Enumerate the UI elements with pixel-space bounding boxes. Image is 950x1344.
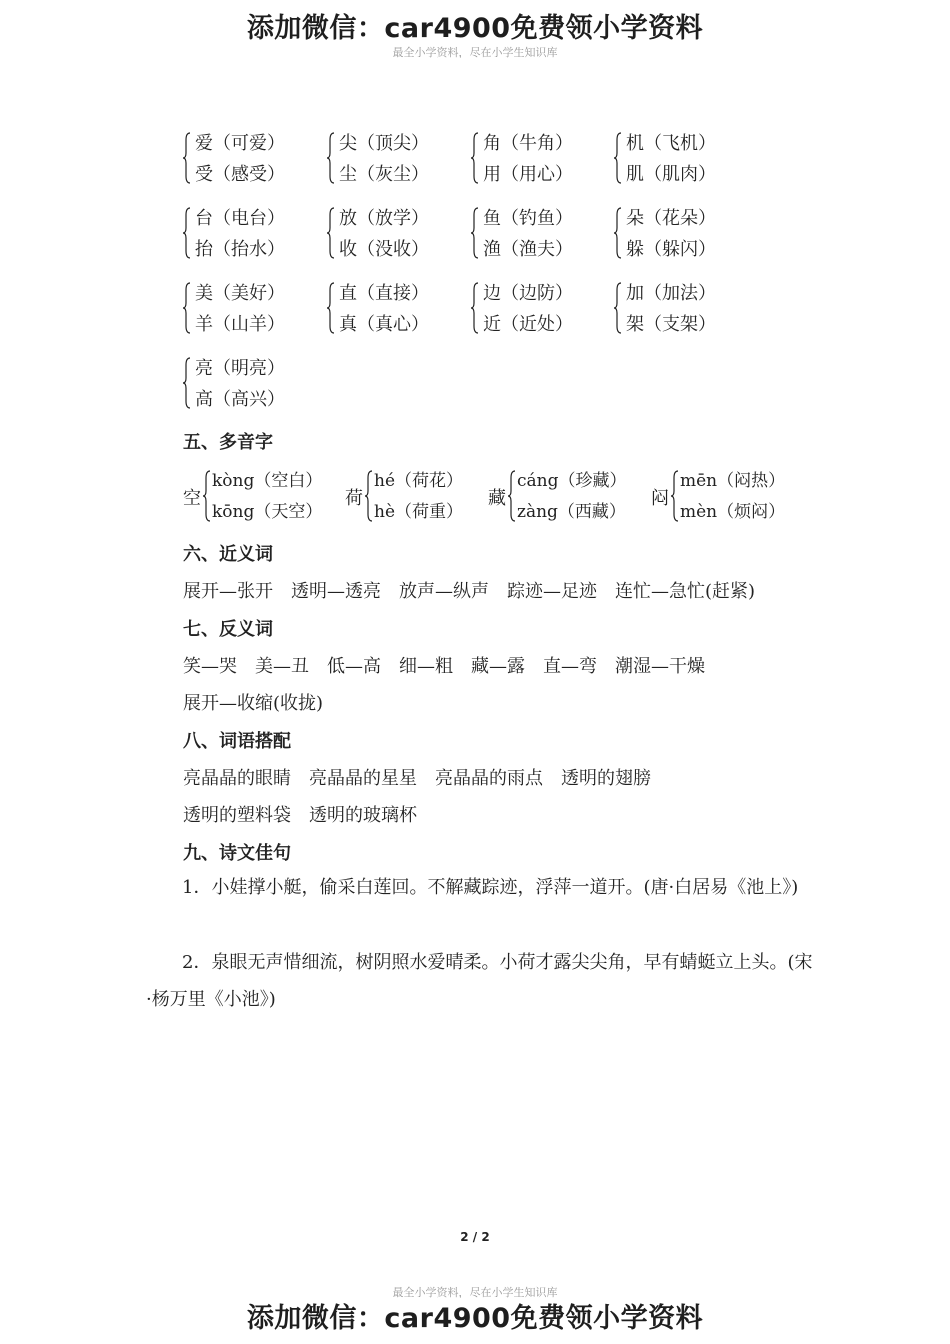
similar-chars-row-4 <box>183 353 863 415</box>
polyphone-reading-b: zàng（西藏） <box>517 502 626 522</box>
antonym-pair: 笑—哭 <box>183 656 237 677</box>
collocation: 亮晶晶的雨点 <box>435 768 543 789</box>
section-title-polyphones: 五、多音字 <box>183 432 273 453</box>
collocation: 透明的塑料袋 <box>183 805 291 826</box>
pair-bottom: 真（真心） <box>339 314 429 335</box>
synonym-pair: 连忙—急忙(赶紧) <box>615 581 756 602</box>
similar-chars-row-1 <box>183 128 863 190</box>
pair-bottom: 肌（肌肉） <box>626 164 716 185</box>
polyphone-reading-a: mēn（闷热） <box>680 471 786 491</box>
brace-icon <box>327 207 335 259</box>
pair-bottom: 高（高兴） <box>195 389 285 410</box>
pair-bottom: 收（没收） <box>339 239 429 260</box>
poem-1: 1．小娃撑小艇，偷采白莲回。不解藏踪迹，浮萍一道开。(唐·白居易《池上》) <box>182 877 799 898</box>
polyphone-reading-b: kōng（天空） <box>212 502 323 522</box>
pair-top: 爱（可爱） <box>195 133 285 154</box>
pair-bottom: 抬（抬水） <box>195 239 285 260</box>
antonym-pair: 低—高 <box>327 656 381 677</box>
synonym-pair: 透明—透亮 <box>291 581 381 602</box>
synonym-pair: 踪迹—足迹 <box>507 581 597 602</box>
pair-bottom: 近（近处） <box>483 314 573 335</box>
pair-top: 机（飞机） <box>626 133 716 154</box>
antonym-pair: 细—粗 <box>399 656 453 677</box>
pair-top: 美（美好） <box>195 283 285 304</box>
synonym-pair: 放声—纵声 <box>399 581 489 602</box>
pair-top: 角（牛角） <box>483 133 573 154</box>
collocations-line-2 <box>183 801 435 827</box>
brace-icon <box>471 282 479 334</box>
antonym-pair: 美—丑 <box>255 656 309 677</box>
pair-bottom: 用（用心） <box>483 164 573 185</box>
antonyms-line-2 <box>183 689 341 715</box>
section-title-synonyms: 六、近义词 <box>183 544 273 565</box>
char-pair <box>471 128 573 190</box>
polyphone-reading-a: kòng（空白） <box>212 471 323 491</box>
pair-top: 鱼（钓鱼） <box>483 208 573 229</box>
char-pair <box>327 278 429 340</box>
char-pair <box>183 353 285 415</box>
pair-bottom: 羊（山羊） <box>195 314 285 335</box>
section-title-poems: 九、诗文佳句 <box>183 843 291 864</box>
char-pair <box>471 203 573 265</box>
polyphone-reading-b: mèn（烦闷） <box>680 502 786 522</box>
antonym-pair: 藏—露 <box>471 656 525 677</box>
poem-2: 2．泉眼无声惜细流，树阴照水爱晴柔。小荷才露尖尖角，早有蜻蜓立上头。(宋·杨万里《小池》) <box>146 952 813 1010</box>
pair-top: 加（加法） <box>626 283 716 304</box>
pair-top: 边（边防） <box>483 283 573 304</box>
similar-chars-row-2 <box>183 203 863 265</box>
brace-icon <box>614 282 622 334</box>
brace-icon <box>327 132 335 184</box>
brace-icon <box>327 282 335 334</box>
polyphone-char: 藏 <box>488 488 506 509</box>
polyphone-row <box>183 466 863 528</box>
polyphone-char: 闷 <box>651 488 669 509</box>
char-pair <box>183 203 285 265</box>
pair-bottom: 躲（躲闪） <box>626 239 716 260</box>
brace-icon <box>471 132 479 184</box>
char-pair <box>614 278 716 340</box>
brace-icon <box>183 132 191 184</box>
brace-icon <box>471 207 479 259</box>
footer-subline: 最全小学资料，尽在小学生知识库 <box>392 1286 558 1298</box>
section-title-collocations: 八、词语搭配 <box>183 731 291 752</box>
brace-icon <box>671 470 679 522</box>
page-number: 2 / 2 <box>460 1230 490 1244</box>
pair-top: 放（放学） <box>339 208 429 229</box>
collocation: 亮晶晶的星星 <box>309 768 417 789</box>
brace-icon <box>183 207 191 259</box>
brace-icon <box>508 470 516 522</box>
pair-top: 直（直接） <box>339 283 429 304</box>
pair-bottom: 架（支架） <box>626 314 716 335</box>
char-pair <box>327 203 429 265</box>
synonyms-line <box>183 577 773 603</box>
section-title-antonyms: 七、反义词 <box>183 619 273 640</box>
pair-bottom: 渔（渔夫） <box>483 239 573 260</box>
char-pair <box>614 128 716 190</box>
char-pair <box>183 128 285 190</box>
pair-top: 亮（明亮） <box>195 358 285 379</box>
brace-icon <box>614 132 622 184</box>
polyphone-char: 空 <box>183 488 201 509</box>
brace-icon <box>365 470 373 522</box>
collocation: 透明的玻璃杯 <box>309 805 417 826</box>
header-banner: 添加微信：car4900免费领小学资料 <box>246 13 704 44</box>
footer-banner: 添加微信：car4900免费领小学资料 <box>246 1303 704 1334</box>
antonyms-line-1 <box>183 652 723 678</box>
char-pair <box>471 278 573 340</box>
char-pair <box>614 203 716 265</box>
header-subline: 最全小学资料，尽在小学生知识库 <box>392 46 558 58</box>
collocation: 亮晶晶的眼睛 <box>183 768 291 789</box>
polyphone-reading-a: cáng（珍藏） <box>517 471 627 491</box>
polyphone-reading-b: hè（荷重） <box>374 502 464 522</box>
antonym-pair: 直—弯 <box>543 656 597 677</box>
pair-bottom: 尘（灰尘） <box>339 164 429 185</box>
brace-icon <box>614 207 622 259</box>
collocations-line-1 <box>183 764 669 790</box>
char-pair <box>183 278 285 340</box>
pair-top: 台（电台） <box>195 208 285 229</box>
pair-bottom: 受（感受） <box>195 164 285 185</box>
brace-icon <box>183 282 191 334</box>
polyphone-reading-a: hé（荷花） <box>374 471 464 491</box>
antonym-pair: 展开—收缩(收拢) <box>183 693 324 714</box>
pair-top: 朵（花朵） <box>626 208 716 229</box>
collocation: 透明的翅膀 <box>561 768 651 789</box>
pair-top: 尖（顶尖） <box>339 133 429 154</box>
brace-icon <box>203 470 211 522</box>
synonym-pair: 展开—张开 <box>183 581 273 602</box>
char-pair <box>327 128 429 190</box>
antonym-pair: 潮湿—干燥 <box>615 656 705 677</box>
brace-icon <box>183 357 191 409</box>
polyphone-char: 荷 <box>345 488 363 509</box>
similar-chars-row-3 <box>183 278 863 340</box>
